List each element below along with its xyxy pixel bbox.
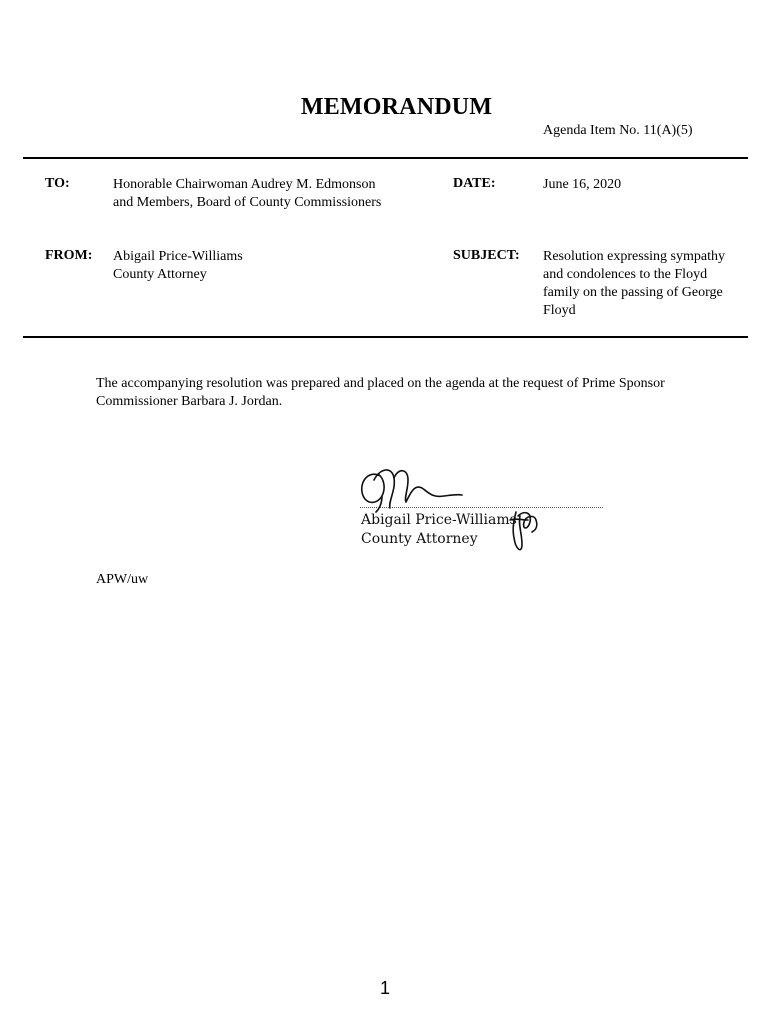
to-line: and Members, Board of County Commissioners [113,195,382,210]
memo-body [96,375,716,411]
memo-title: MEMORANDUM [300,94,493,120]
from-line: County Attorney [113,267,207,282]
body-line: Commissioner Barbara J. Jordan. [96,394,283,409]
to-label: TO: [45,176,70,191]
signature-printed-name [361,511,517,549]
signature-name: Abigail Price-Williams [361,512,517,528]
from-line: Abigail Price-Williams [113,249,243,264]
subject-label: SUBJECT: [453,248,520,263]
agenda-item-number: Agenda Item No. 11(A)(5) [543,123,693,138]
subject-line: Resolution expressing sympathy [543,249,725,264]
subject-line: Floyd [543,303,576,318]
header-bottom-rule [23,336,748,338]
subject-line: family on the passing of George [543,285,723,300]
signature-title: County Attorney [361,531,478,547]
to-line: Honorable Chairwoman Audrey M. Edmonson [113,177,376,192]
body-line: The accompanying resolution was prepared and placed on the agenda at the request of Prime Sponsor [96,376,665,391]
from-sender [113,248,243,284]
from-label: FROM: [45,248,93,263]
typist-initials: APW/uw [96,572,149,587]
subject-line: and condolences to the Floyd [543,267,708,282]
signature-block [352,458,612,558]
date-value: June 16, 2020 [543,177,622,192]
to-recipients [113,176,381,212]
signature-line [360,507,603,508]
date-label: DATE: [453,176,496,191]
subject-text [543,248,748,320]
page-number: 1 [379,978,390,998]
header-top-rule [23,157,748,159]
